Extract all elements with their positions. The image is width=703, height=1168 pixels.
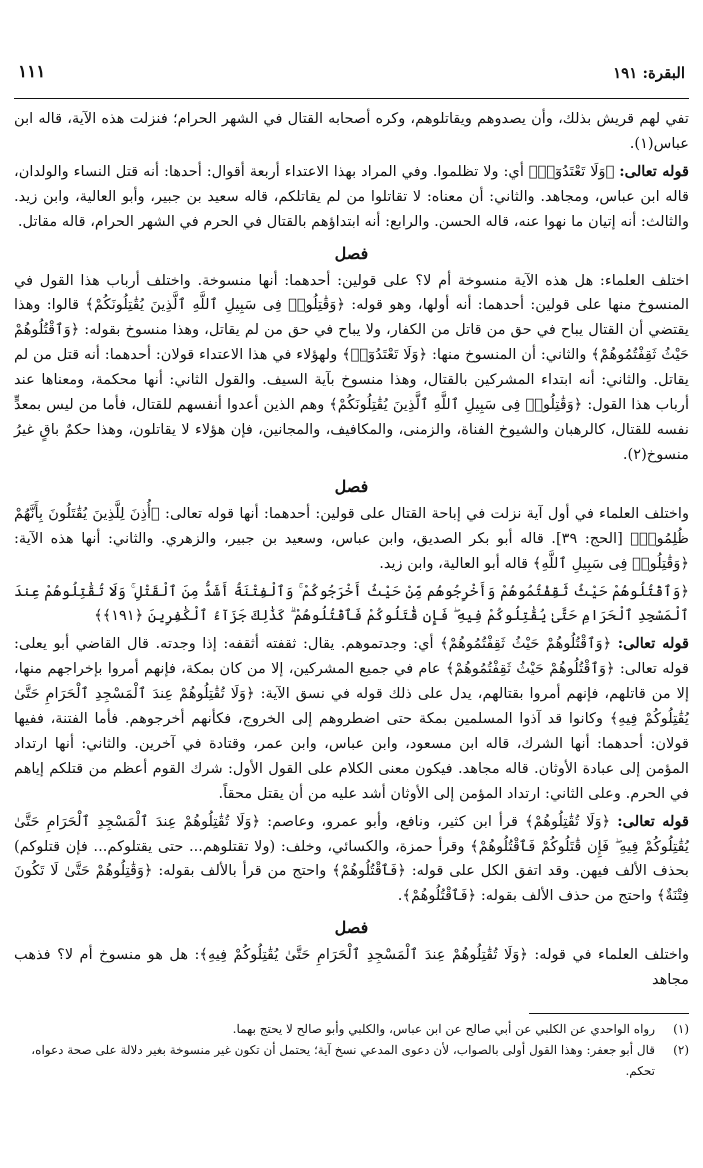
footnote-number: (١) bbox=[673, 1022, 689, 1037]
section-heading: فصل bbox=[334, 476, 369, 496]
paragraph bbox=[14, 502, 689, 577]
footnote-divider bbox=[529, 1013, 689, 1014]
paragraph bbox=[14, 107, 689, 157]
paragraph-lead: قوله تعالى: bbox=[617, 812, 690, 830]
paragraph-text: تفي لهم قريش بذلك، وأن يصدوهم ويقاتلوهم، وكره أصحابه القتال في الشهر الحرام؛ فنزلت هذه الآية، قاله ابن عباس(١). bbox=[14, 110, 689, 152]
footnote-number: (٢) bbox=[673, 1043, 689, 1058]
verse-paragraph bbox=[14, 580, 689, 630]
paragraph-text: ﴿وَلَا تَعْتَدُوٓا۟﴾ أي: ولا تظلموا. وفي المراد بهذا الاعتداء أربعة أقوال: أحدها: أنه قتل النساء والولدان، قاله ابن عباس، ومجاهد. والثاني: أن معناه: لا تقاتلوا من لم يقاتلكم، قاله سعيد بن جبير، وأبو العالية، وابن زيد. والثالث: أنه إتيان ما نهوا عنه، قاله الحسن. والرابع: أنه ابتداؤهم بالقتال في الحرم في الشهر الحرام، قاله مقاتل. bbox=[14, 162, 689, 230]
footnote-text: رواه الواحدي عن الكلبي عن أبي صالح عن ابن عباس، والكلبي وأبو صالح لا يحتج بهما. bbox=[232, 1022, 655, 1037]
page-number: ١١١ bbox=[18, 62, 46, 82]
verse-text: ﴿وَٱقْتُلُوهُمْ حَيْثُ ثَقِفْتُمُوهُمْ وَأَخْرِجُوهُم مِّنْ حَيْثُ أَخْرَجُوكُمْ ۚ وَٱلْفِتْنَةُ أَشَدُّ مِنَ ٱلْقَتْلِ ۚ وَلَا تُقَٰتِلُوهُمْ عِندَ ٱلْمَسْجِدِ ٱلْحَرَامِ حَتَّىٰ يُقَٰتِلُوكُمْ فِيهِ ۖ فَإِن قَٰتَلُوكُمْ فَٱقْتُلُوهُمْ ۗ كَذَٰلِكَ جَزَآءُ ٱلْكَٰفِرِينَ ﴿١٩١﴾﴾ bbox=[14, 582, 689, 625]
paragraph-text: ﴿وَٱقْتُلُوهُمْ حَيْثُ ثَقِفْتُمُوهُمْ﴾ أي: وجدتموهم. يقال: ثقفته أثقفه: إذا وجدته. قال القاضي أبو يعلى: قوله تعالى: ﴿وَٱقْتُلُوهُمْ حَيْثُ ثَقِفْتُمُوهُمْ﴾ عام في جميع المشركين، إلا من كان بمكة، فإنهم أمروا بإخراجهم منها، إلا من قاتلهم، فإنهم أمروا بقتالهم، يدل على ذلك قوله في نسق الآية: ﴿وَلَا تُقَٰتِلُوهُمْ عِندَ ٱلْمَسْجِدِ ٱلْحَرَامِ حَتَّىٰ يُقَٰتِلُوكُمْ فِيهِ﴾ وكانوا قد آذوا المسلمين بمكة حتى اضطروهم إلى الخروج، فكأنهم أخرجوهم. فأما الفتنة، ففيها قولان: أحدهما: أنها الشرك، قاله ابن مسعود، وابن عباس، وابن عمر، وقتادة في آخرين. والثاني: أنها ارتداد المؤمن إلى عبادة الأوثان. قاله مجاهد. فيكون معنى الكلام على القول الأول: شرك القوم أعظم من قتلكم إياهم في الحرم. وعلى الثاني: ارتداد المؤمن إلى الأوثان أشد عليه من أن يقتل محقاً. bbox=[14, 635, 689, 802]
section-heading: فصل bbox=[334, 243, 369, 263]
paragraph bbox=[14, 269, 689, 468]
page-body bbox=[14, 107, 689, 1082]
paragraph-lead: قوله تعالى: bbox=[617, 635, 689, 653]
paragraph-text: اختلف العلماء: هل هذه الآية منسوخة أم لا؟ على قولين: أحدهما: أنها منسوخة. واختلف أرباب هذا القول في المنسوخ منها على قولين: أحدهما: أنه أولها، وهو قوله: ﴿وَقَٰتِلُوا۟ فِى سَبِيلِ ٱللَّهِ ٱلَّذِينَ يُقَٰتِلُونَكُمْ﴾ قالوا: وهذا يقتضي أن القتال يباح في حق من قاتل من الكفار، ولا يباح في حق من لم يقاتل، وهذا منسوخ بقوله: ﴿وَٱقْتُلُوهُمْ حَيْثُ ثَقِفْتُمُوهُمْ﴾ والثاني: أن المنسوخ منها: ﴿وَلَا تَعْتَدُوٓا۟﴾ ولهؤلاء في هذا الاعتداء قولان: أحدهما: أنه قتل من لم يقاتل. والثاني: أنه ابتداء المشركين بالقتال، وهذا منسوخ بآية السيف. والقول الثاني: أنها محكمة، ومعناها عند أرباب هذا القول: ﴿وَقَٰتِلُوا۟ فِى سَبِيلِ ٱللَّهِ ٱلَّذِينَ يُقَٰتِلُونَكُمْ﴾ وهم الذين أعدوا أنفسهم للقتال، فأما من ليس بمعدٍّ نفسه للقتال، كالرهبان والشيوخ الفناة، والزمنى، والمكافيف، والمجانين، فإن هؤلاء لا يقاتلون، وهذا حكمٌ باقٍ غيرُ منسوخ(٢). bbox=[14, 271, 689, 463]
paragraph bbox=[14, 810, 689, 910]
section-heading: فصل bbox=[334, 918, 369, 938]
surah-label: البقرة: ١٩١ bbox=[613, 64, 685, 82]
paragraph-text: واختلف العلماء في قوله: ﴿وَلَا تُقَٰتِلُوهُمْ عِندَ ٱلْمَسْجِدِ ٱلْحَرَامِ حَتَّىٰ يُقَٰتِلُوكُمْ فِيهِ﴾: هل هو منسوخ أم لا؟ فذهب مجاهد bbox=[14, 946, 689, 989]
page-header bbox=[14, 58, 689, 99]
footnote bbox=[14, 1019, 689, 1040]
paragraph-text: واختلف العلماء في أول آية نزلت في إباحة القتال على قولين: أحدهما: أنها قوله تعالى: ﴿أُذِنَ لِلَّذِينَ يُقَٰتَلُونَ بِأَنَّهُمْ ظُلِمُوا۟﴾ [الحج: ٣٩]. قاله أبو بكر الصديق، وابن عباس، وسعيد بن جبير، والزهري. والثاني: أنها هذه الآية: ﴿وَقَٰتِلُوا۟ فِى سَبِيلِ ٱللَّهِ﴾ قاله أبو العالية، وابن زيد. bbox=[14, 504, 689, 572]
paragraph bbox=[14, 160, 689, 235]
paragraph bbox=[14, 632, 689, 806]
paragraph-text: ﴿وَلَا تُقَٰتِلُوهُمْ﴾ قرأ ابن كثير، ونافع، وأبو عمرو، وعاصم: ﴿وَلَا تُقَٰتِلُوهُمْ عِندَ ٱلْمَسْجِدِ ٱلْحَرَامِ حَتَّىٰ يُقَٰتِلُوكُمْ فِيهِ ۖ فَإِن قَٰتَلُوكُمْ فَٱقْتُلُوهُمْ﴾ وقرأ حمزة، والكسائي، وخلف: (ولا تقتلوهم... حتى يقتلوكم... فإن قتلوكم) بحذف الألف فيهن. وقد اتفق الكل على قوله: ﴿فَٱقْتُلُوهُمْ﴾ واحتج من قرأ بالألف بقوله: ﴿وَقَٰتِلُوهُمْ حَتَّىٰ لَا تَكُونَ فِتْنَةٌ﴾ واحتج من حذف الألف بقوله: ﴿فَٱقْتُلُوهُمْ﴾. bbox=[14, 812, 689, 905]
book-page bbox=[0, 58, 703, 1168]
footnote-text: قال أبو جعفر: وهذا القول أولى بالصواب، لأن دعوى المدعي نسخ آية؛ يحتمل أن تكون غير منسوخة بغير دلالة على صحة دعواه، تحكم. bbox=[31, 1043, 655, 1079]
paragraph bbox=[14, 943, 689, 993]
paragraph-lead: قوله تعالى: bbox=[619, 162, 689, 180]
footnote bbox=[14, 1040, 689, 1082]
